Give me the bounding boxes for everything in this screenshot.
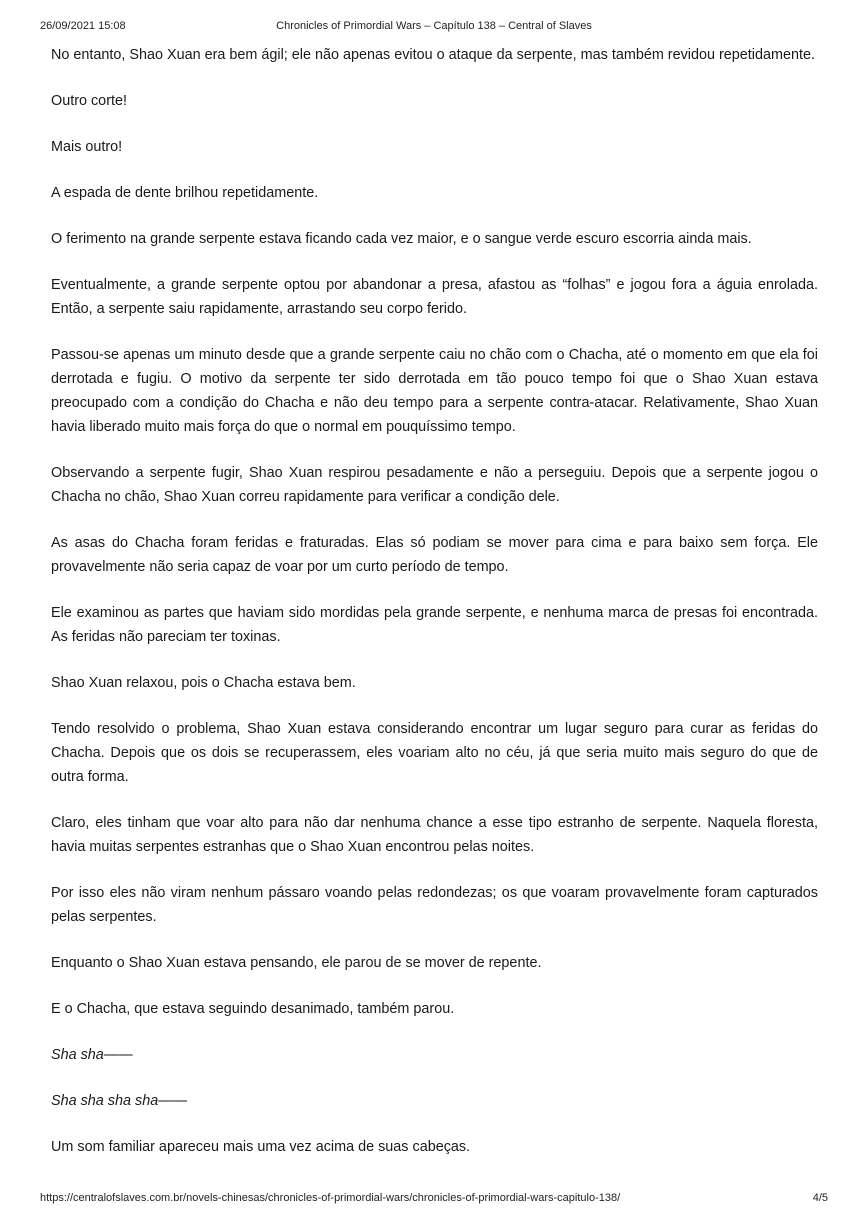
paragraph: Passou-se apenas um minuto desde que a grande serpente caiu no chão com o Chacha, até o momento em que ela foi derrotada e fugiu. O motivo da serpente ter sido derrotada em tão pouco tempo foi que o Shao Xuan estava preocupado com a condição do Chacha e não deu tempo para a serpente contra-atacar. Relativamente, Shao Xuan havia liberado muito mais força do que o normal em pouquíssimo tempo.: [51, 347, 818, 435]
paragraph: O ferimento na grande serpente estava ficando cada vez maior, e o sangue verde escuro escorria ainda mais.: [51, 231, 752, 247]
page-header: [40, 20, 828, 36]
paragraph: Outro corte!: [51, 93, 127, 109]
page-footer: [40, 1192, 828, 1208]
paragraph: No entanto, Shao Xuan era bem ágil; ele não apenas evitou o ataque da serpente, mas também revidou repetidamente.: [51, 47, 816, 63]
paragraph: Observando a serpente fugir, Shao Xuan respirou pesadamente e não a perseguiu. Depois que a serpente jogou o Chacha no chão, Shao Xuan correu rapidamente para verificar a condição dele.: [51, 465, 818, 505]
paragraph: Mais outro!: [51, 139, 123, 155]
paragraph: Claro, eles tinham que voar alto para não dar nenhuma chance a esse tipo estranho de serpente. Naquela floresta, havia muitas serpentes estranhas que o Shao Xuan encontrou pelas noites.: [51, 815, 818, 855]
paragraph: A espada de dente brilhou repetidamente.: [51, 185, 319, 201]
paragraph: As asas do Chacha foram feridas e fraturadas. Elas só podiam se mover para cima e para baixo sem força. Ele provavelmente não seria capaz de voar por um curto período de tempo.: [51, 535, 818, 575]
paragraph: Ele examinou as partes que haviam sido mordidas pela grande serpente, e nenhuma marca de presas foi encontrada. As feridas não pareciam ter toxinas.: [51, 605, 818, 645]
paragraph: Enquanto o Shao Xuan estava pensando, ele parou de se mover de repente.: [51, 955, 542, 971]
sound-effect: Sha sha——: [51, 1047, 133, 1063]
sound-effect: Sha sha sha sha——: [51, 1093, 187, 1109]
paragraph: Tendo resolvido o problema, Shao Xuan estava considerando encontrar um lugar seguro para curar as feridas do Chacha. Depois que os dois se recuperassem, eles voariam alto no céu, já que seria muito mais seguro do que de outra forma.: [51, 721, 818, 785]
page-number: 4/5: [812, 1192, 828, 1204]
paragraph: Um som familiar apareceu mais uma vez acima de suas cabeças.: [51, 1139, 471, 1155]
print-datetime: 26/09/2021 15:08: [40, 20, 126, 32]
paragraph: Shao Xuan relaxou, pois o Chacha estava bem.: [51, 675, 356, 691]
paragraph: Por isso eles não viram nenhum pássaro voando pelas redondezas; os que voaram provavelmente foram capturados pelas serpentes.: [51, 885, 818, 925]
paragraph: Eventualmente, a grande serpente optou por abandonar a presa, afastou as “folhas” e jogou fora a águia enrolada. Então, a serpente saiu rapidamente, arrastando seu corpo ferido.: [51, 277, 818, 317]
chapter-content: [51, 43, 818, 1181]
page-url: https://centralofslaves.com.br/novels-chinesas/chronicles-of-primordial-wars/chronicles-of-primordial-wars-capitulo-138/: [40, 1192, 621, 1204]
page-title: Chronicles of Primordial Wars – Capítulo 138 – Central of Slaves: [276, 20, 592, 32]
paragraph: E o Chacha, que estava seguindo desanimado, também parou.: [51, 1001, 455, 1017]
